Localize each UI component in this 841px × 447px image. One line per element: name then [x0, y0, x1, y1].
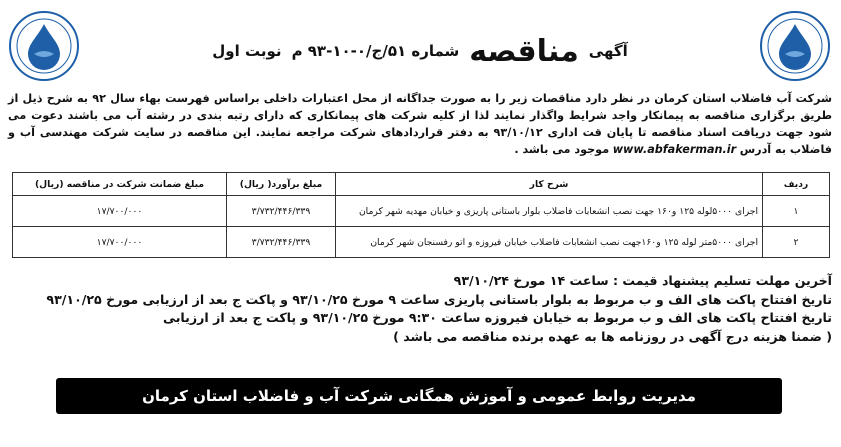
cell-description: اجرای ۵۰۰۰متر لوله ۱۲۵ و۱۶۰جهت نصب انشعابات فاضلاب خیابان فیروزه و اتو رفسنجان شهر کرمان [336, 227, 763, 258]
intro-paragraph [8, 90, 832, 158]
table-header-row [13, 173, 830, 196]
ad-cost-note: ( ضمنا هزینه درج آگهی در روزنامه ها به عهده برنده مناقصه می باشد ) [393, 328, 832, 344]
cell-guarantee: ۱۷/۷۰۰/۰۰۰ [13, 227, 227, 258]
notice-prefix: آگهی [588, 42, 628, 60]
water-company-logo-right [759, 10, 831, 82]
table-row [13, 196, 830, 227]
website-link[interactable]: www.abfakerman.ir [612, 143, 737, 156]
submission-deadline: آخرین مهلت تسلیم پیشنهاد قیمت : ساعت ۱۴ مورخ ۹۳/۱۰/۲۴ [453, 273, 832, 288]
notice-number: شماره ۵۱/ج/۰-۱۰-۹۳ م [291, 42, 460, 60]
notice-round: نوبت اول [212, 42, 282, 60]
cell-row-number: ۲ [763, 227, 830, 258]
water-company-logo-left [8, 10, 80, 82]
footer-banner-text: مدیریت روابط عمومی و آموزش همگانی شرکت آب و فاضلاب استان کرمان [142, 387, 696, 405]
cell-estimate: ۳/۷۳۲/۴۴۶/۳۳۹ [227, 196, 336, 227]
footer-banner [56, 378, 782, 414]
header-estimate: مبلغ برآورد( ریال) [227, 173, 336, 196]
notice-title: مناقصه [469, 33, 579, 69]
cell-guarantee: ۱۷/۷۰۰/۰۰۰ [13, 196, 227, 227]
opening-date-1: تاریخ افتتاح پاکت های الف و ب مربوط به بلوار باستانی پاریزی ساعت ۹ مورخ ۹۳/۱۰/۲۵ و پاکت ج بعد از ارزیابی مورخ ۹۳/۱۰/۲۵ [46, 291, 832, 307]
notice-header [170, 28, 670, 74]
tender-table [12, 172, 830, 258]
header-description: شرح کار [336, 173, 763, 196]
opening-date-2: تاریخ افتتاح پاکت های الف و ب مربوط به خیابان فیروزه ساعت ۹:۳۰ مورخ ۹۳/۱۰/۲۵ و پاکت ج بعد از ارزیابی [162, 310, 832, 325]
header-guarantee: مبلغ ضمانت شرکت در مناقصه (ریال) [13, 173, 227, 196]
deadlines-block [8, 272, 832, 346]
cell-description: اجرای ۵۰۰۰لوله ۱۲۵ و۱۶۰ جهت نصب انشعابات فاضلاب بلوار باستانی پاریزی و خیابان مهدیه شهر کرمان [336, 196, 763, 227]
intro-text: شرکت آب فاضلاب استان کرمان در نظر دارد مناقصات زیر را به صورت جداگانه از محل اعتبارات داخلی براساس فهرست بهاء سال ۹۲ به شرح ذیل از طریق برگزاری مناقصه به پیمانکار واجد شرایط واگذار نمایند لذا از کلیه شرکت های پیمانکاری که دارای رتبه بندی در رشته آب می باشند دعوت می شود جهت دریافت اسناد مناقصه تا پایان قت اداری ۹۳/۱۰/۱۲ به دفتر قراردادهای شرکت مراجعه نمایند. این مناقصه در سایت شرکت مهندسی آب و فاضلاب به آدرس [8, 92, 832, 156]
cell-row-number: ۱ [763, 196, 830, 227]
intro-text-end: موجود می باشد . [514, 143, 610, 156]
cell-estimate: ۳/۷۳۲/۴۴۶/۳۳۹ [227, 227, 336, 258]
header-row-number: ردیف [763, 173, 830, 196]
table-row [13, 227, 830, 258]
